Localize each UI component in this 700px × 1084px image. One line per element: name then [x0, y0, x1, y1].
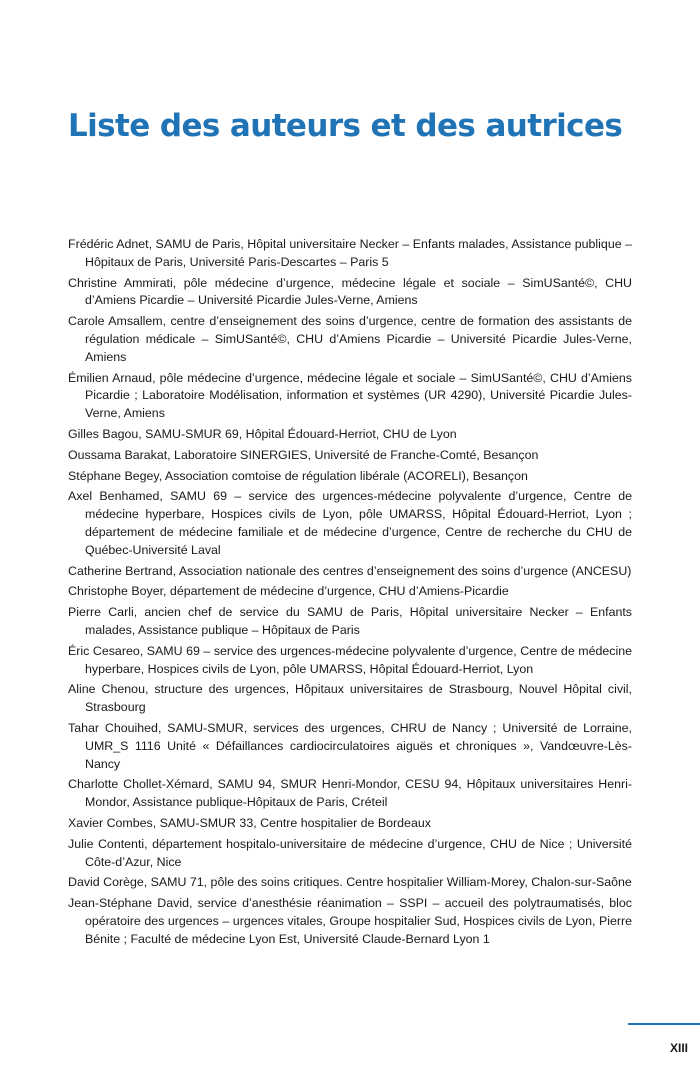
author-entry: Jean-Stéphane David, service d’anesthésie réanimation – SSPI – accueil des polytraumatisés, bloc opératoire des urgences – urgences vitales, Groupe hospitalier Sud, Hospices civils de Lyon, Pierre Bénite ; Faculté de médecine Lyon Est, Université Claude-Bernard Lyon 1 [68, 896, 632, 946]
author-entry: Charlotte Chollet-Xémard, SAMU 94, SMUR Henri-Mondor, CESU 94, Hôpitaux universitaires Henri-Mondor, Assistance publique-Hôpitaux de Paris, Créteil [68, 777, 632, 810]
author-entry: Gilles Bagou, SAMU-SMUR 69, Hôpital Édouard-Herriot, CHU de Lyon [68, 426, 457, 441]
author-list [68, 236, 632, 951]
author-entry: Christophe Boyer, département de médecine d’urgence, CHU d’Amiens-Picardie [68, 584, 509, 599]
author-entry: Frédéric Adnet, SAMU de Paris, Hôpital universitaire Necker – Enfants malades, Assistance publique – Hôpitaux de Paris, Université Paris-Descartes – Paris 5 [68, 237, 632, 269]
author-entry: Axel Benhamed, SAMU 69 – service des urgences-médecine polyvalente d’urgence, Centre de médecine hyperbare, Hospices civils de Lyon, pôle UMARSS, Hôpital Édouard-Herriot, Lyon ; département de médecine familiale et de médecine d’urgence, Centre de recherche du CHU de Québec-Université Laval [68, 489, 632, 557]
author-entry: Julie Contenti, département hospitalo-universitaire de médecine d’urgence, CHU de Nice ; Université Côte-d’Azur, Nice [68, 836, 632, 869]
author-entry: Pierre Carli, ancien chef de service du SAMU de Paris, Hôpital universitaire Necker – Enfants malades, Assistance publique – Hôpitaux de Paris [68, 605, 632, 637]
page-number: XIII [669, 1041, 688, 1055]
author-entry: Christine Ammirati, pôle médecine d’urgence, médecine légale et sociale – SimUSanté©, CHU d’Amiens Picardie – Université Picardie Jules-Verne, Amiens [68, 275, 632, 308]
author-entry: Éric Cesareo, SAMU 69 – service des urgences-médecine polyvalente d’urgence, Centre de médecine hyperbare, Hospices civils de Lyon, pôle UMARSS, Hôpital Édouard-Herriot, Lyon [68, 643, 632, 676]
author-entry: Xavier Combes, SAMU-SMUR 33, Centre hospitalier de Bordeaux [68, 815, 431, 830]
page-title: Liste des auteurs et des autrices [68, 108, 623, 144]
author-entry: Émilien Arnaud, pôle médecine d’urgence, médecine légale et sociale – SimUSanté©, CHU d’Amiens Picardie ; Laboratoire Modélisation, information et systèmes (UR 4290), Université Picardie Jules-Verne, Amiens [68, 370, 632, 421]
author-entry: David Corège, SAMU 71, pôle des soins critiques. Centre hospitalier William-Morey, Chalon-sur-Saône [68, 875, 632, 890]
author-entry: Oussama Barakat, Laboratoire SINERGIES, Université de Franche-Comté, Besançon [68, 447, 539, 462]
author-entry: Stéphane Begey, Association comtoise de régulation libérale (ACORELI), Besançon [68, 468, 528, 483]
author-entry: Tahar Chouihed, SAMU-SMUR, services des urgences, CHRU de Nancy ; Université de Lorraine, UMR_S 1116 Unité « Défaillances cardiocirculatoires aiguës et chroniques », Vandœuvre-Lès-Nancy [68, 720, 632, 771]
footer-rule [628, 1023, 700, 1025]
author-entry: Catherine Bertrand, Association nationale des centres d’enseignement des soins d’urgence (ANCESU) [68, 563, 632, 578]
author-entry: Aline Chenou, structure des urgences, Hôpitaux universitaires de Strasbourg, Nouvel Hôpital civil, Strasbourg [68, 682, 632, 715]
author-entry: Carole Amsallem, centre d’enseignement des soins d’urgence, centre de formation des assistants de régulation médicale – SimUSanté©, CHU d’Amiens Picardie – Université Picardie Jules-Verne, Amiens [68, 314, 632, 364]
